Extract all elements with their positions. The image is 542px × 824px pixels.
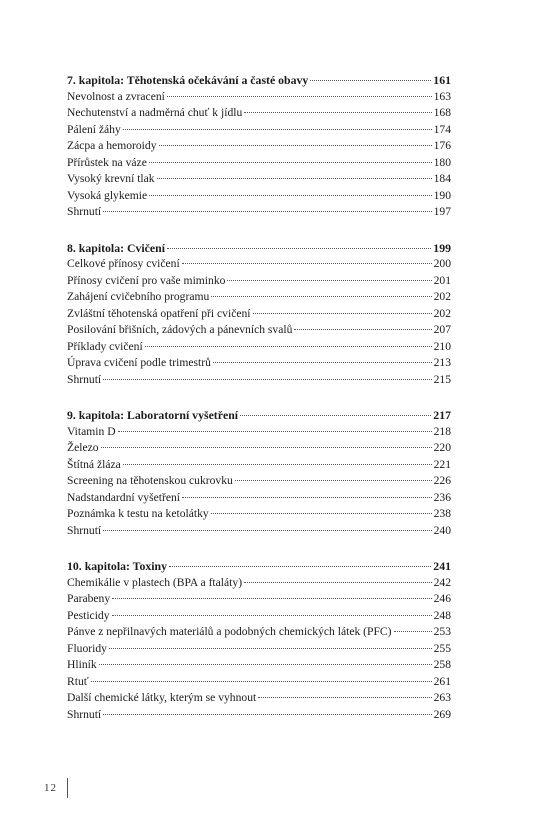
entry-page: 190 [433, 188, 451, 202]
dot-leader [149, 195, 431, 196]
toc-entry [67, 440, 451, 457]
entry-label: Úprava cvičení podle trimestrů [67, 356, 211, 369]
entry-page: 184 [433, 172, 451, 185]
dot-leader [157, 178, 432, 179]
entry-page: 253 [433, 625, 451, 638]
dot-leader [227, 280, 431, 281]
chapter-title: 10. kapitola: Toxiny [67, 559, 167, 573]
chapter-heading [67, 72, 451, 89]
toc-entry [67, 674, 451, 691]
entry-label: Shrnutí [67, 707, 102, 721]
entry-label: Shrnutí [67, 372, 102, 386]
entry-label: Shrnutí [67, 205, 102, 218]
entry-page: 263 [433, 691, 451, 704]
chapter-heading [67, 558, 451, 575]
dot-leader [145, 346, 432, 347]
dot-leader [235, 480, 432, 481]
entry-label: Další chemické látky, kterým se vyhnout [67, 691, 257, 704]
dot-leader [244, 112, 431, 113]
toc-entry [67, 575, 451, 592]
dot-leader [103, 211, 431, 212]
dot-leader [211, 296, 431, 297]
toc-entry [67, 306, 451, 323]
dot-leader [103, 379, 431, 380]
entry-page: 210 [433, 339, 451, 353]
toc-entry [67, 105, 451, 122]
entry-label: Hliník [67, 658, 97, 671]
page-number: 12 [44, 782, 57, 794]
entry-label: Vysoká glykemie [67, 188, 148, 202]
entry-label: Rtuť [67, 674, 89, 688]
dot-leader [123, 129, 432, 130]
toc-entry [67, 355, 451, 372]
dot-leader [109, 648, 432, 649]
dot-leader [182, 497, 432, 498]
chapter-page: 241 [433, 559, 451, 573]
dot-leader [169, 566, 431, 567]
chapter-page: 199 [433, 240, 451, 255]
entry-page: 242 [433, 575, 451, 589]
entry-label: Pesticidy [67, 608, 110, 622]
toc-entry [67, 322, 451, 339]
toc-entry [67, 624, 451, 641]
entry-page: 246 [433, 592, 451, 605]
chapter-heading [67, 240, 451, 257]
chapter-title: 9. kapitola: Laboratorní vyšetření [67, 408, 239, 422]
dot-leader [253, 313, 432, 314]
entry-page: 269 [433, 707, 451, 721]
toc-entry [67, 707, 451, 724]
entry-page: 215 [433, 372, 451, 386]
entry-page: 174 [433, 122, 451, 136]
dot-leader [213, 362, 432, 363]
toc-entry [67, 424, 451, 441]
entry-page: 240 [433, 523, 451, 537]
entry-label: Poznámka k testu na ketolátky [67, 507, 209, 520]
dot-leader [211, 513, 432, 514]
entry-page: 207 [433, 323, 451, 336]
dot-leader [394, 631, 432, 632]
dot-leader [310, 80, 431, 81]
entry-page: 202 [433, 306, 451, 320]
dot-leader [118, 431, 432, 432]
dot-leader [112, 598, 431, 599]
entry-page: 255 [433, 641, 451, 655]
entry-label: Štítná žláza [67, 457, 121, 471]
entry-page: 176 [433, 139, 451, 152]
toc-entry [67, 457, 451, 474]
toc-entry [67, 690, 451, 707]
dot-leader [182, 263, 432, 264]
toc-entry [67, 188, 451, 205]
entry-page: 248 [433, 608, 451, 622]
dot-leader [101, 447, 432, 448]
entry-page: 202 [433, 290, 451, 303]
toc-entry [67, 256, 451, 273]
dot-leader [294, 329, 431, 330]
dot-leader [149, 162, 432, 163]
entry-label: Parabeny [67, 592, 111, 605]
chapter-heading [67, 407, 451, 424]
toc-entry [67, 490, 451, 507]
toc-entry [67, 339, 451, 356]
chapter-page: 161 [433, 73, 451, 87]
entry-label: Fluoridy [67, 641, 107, 655]
entry-page: 197 [433, 205, 451, 218]
entry-page: 226 [433, 474, 451, 487]
chapter-title: 7. kapitola: Těhotenská očekávání a časté obavy [67, 73, 309, 87]
toc-chapter-8 [67, 240, 451, 389]
dot-leader [123, 464, 432, 465]
dot-leader [167, 96, 432, 97]
entry-label: Pánve z nepřilnavých materiálů a podobných chemických látek (PFC) [67, 625, 392, 638]
chapter-title: 8. kapitola: Cvičení [67, 240, 165, 255]
toc-entry [67, 591, 451, 608]
toc-entry [67, 372, 451, 389]
toc-entry [67, 171, 451, 188]
entry-label: Vitamin D [67, 424, 116, 438]
toc-entry [67, 89, 451, 106]
entry-label: Přírůstek na váze [67, 155, 147, 169]
toc-entry [67, 289, 451, 306]
entry-label: Posilování břišních, zádových a pánevních svalů [67, 323, 293, 336]
entry-page: 236 [433, 490, 451, 504]
dot-leader [159, 145, 432, 146]
toc-chapter-10 [67, 558, 451, 723]
dot-leader [103, 530, 431, 531]
entry-label: Zácpa a hemoroidy [67, 139, 157, 152]
entry-label: Železo [67, 441, 99, 454]
toc-entry [67, 473, 451, 490]
entry-label: Vysoký krevní tlak [67, 172, 155, 185]
footer-divider [67, 778, 68, 798]
entry-label: Nechutenství a nadměrná chuť k jídlu [67, 106, 243, 119]
toc-chapter-7 [67, 72, 451, 221]
dot-leader [91, 681, 432, 682]
toc-entry [67, 641, 451, 658]
dot-leader [112, 615, 432, 616]
entry-page: 200 [433, 257, 451, 270]
entry-label: Screening na těhotenskou cukrovku [67, 474, 233, 487]
entry-page: 168 [433, 106, 451, 119]
entry-page: 163 [433, 89, 451, 103]
dot-leader [244, 582, 432, 583]
entry-label: Nevolnost a zvracení [67, 89, 165, 103]
toc-entry [67, 657, 451, 674]
toc-chapter-9 [67, 407, 451, 539]
table-of-contents [67, 72, 451, 742]
dot-leader [103, 714, 431, 715]
dot-leader [99, 664, 432, 665]
entry-label: Zahájení cvičebního programu [67, 290, 210, 303]
entry-page: 213 [433, 356, 451, 369]
dot-leader [167, 248, 431, 249]
entry-label: Nadstandardní vyšetření [67, 490, 181, 504]
chapter-page: 217 [433, 408, 451, 422]
entry-label: Celkové přínosy cvičení [67, 257, 180, 270]
entry-page: 221 [433, 457, 451, 471]
toc-entry [67, 506, 451, 523]
entry-page: 218 [433, 424, 451, 438]
entry-page: 261 [433, 674, 451, 688]
toc-entry [67, 122, 451, 139]
entry-label: Pálení žáhy [67, 122, 121, 136]
dot-leader [240, 415, 431, 416]
toc-entry [67, 204, 451, 221]
entry-page: 238 [433, 507, 451, 520]
entry-label: Chemikálie v plastech (BPA a ftaláty) [67, 575, 243, 589]
entry-page: 220 [433, 441, 451, 454]
toc-entry [67, 155, 451, 172]
entry-page: 258 [433, 658, 451, 671]
entry-label: Zvláštní těhotenská opatření při cvičení [67, 306, 251, 320]
entry-label: Příklady cvičení [67, 339, 143, 353]
page-footer [44, 778, 68, 798]
entry-label: Přínosy cvičení pro vaše miminko [67, 273, 226, 287]
dot-leader [258, 697, 431, 698]
toc-entry [67, 138, 451, 155]
entry-label: Shrnutí [67, 523, 102, 537]
entry-page: 201 [433, 273, 451, 287]
toc-entry [67, 273, 451, 290]
entry-page: 180 [433, 155, 451, 169]
toc-entry [67, 608, 451, 625]
toc-entry [67, 523, 451, 540]
